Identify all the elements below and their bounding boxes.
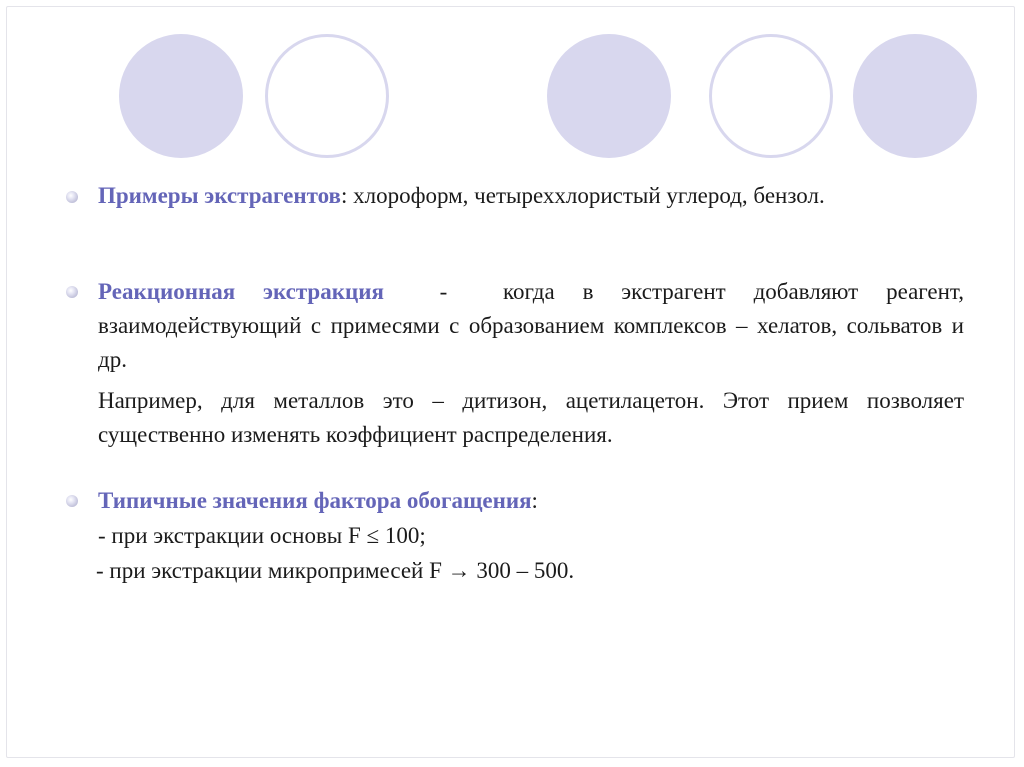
item-reaction-extraction bbox=[98, 275, 964, 377]
term-reaction-extraction: Реакционная экстракция bbox=[98, 279, 384, 304]
bullet-icon bbox=[66, 191, 78, 203]
term-extractants: Примеры экстрагентов bbox=[98, 183, 341, 208]
text-extractants: хлороформ, четыреххлористый углерод, бензол. bbox=[353, 183, 825, 208]
term-enrichment-factor: Типичные значения фактора обогащения bbox=[98, 488, 532, 513]
decor-circle-ring-2 bbox=[709, 34, 833, 158]
decor-circle-filled-1 bbox=[119, 34, 243, 158]
enrichment-line-base: - при экстракции основы F ≤ 100; bbox=[98, 523, 426, 548]
item-enrichment-factor bbox=[98, 484, 964, 518]
separator: : bbox=[531, 488, 538, 513]
enrichment-line-micro: - при экстракции микропримесей F → 300 – 500. bbox=[96, 558, 575, 583]
bullet-icon bbox=[66, 286, 78, 298]
decor-circle-filled-3 bbox=[853, 34, 977, 158]
decor-circle-filled-2 bbox=[547, 34, 671, 158]
decor-circle-ring-1 bbox=[265, 34, 389, 158]
item-extractants bbox=[98, 179, 964, 213]
item-reaction-example: Например, для металлов это – дитизон, ацетилацетон. Этот прием позволяет существенно изменять коэффициент распределения. bbox=[98, 388, 964, 447]
bullet-icon bbox=[66, 495, 78, 507]
separator: - bbox=[383, 279, 504, 304]
text-reaction-extraction: когда в экстрагент добавляют реагент, взаимодействующий с примесями с образованием комплексов – хелатов, сольватов и др. bbox=[98, 279, 964, 372]
separator: : bbox=[340, 183, 354, 208]
